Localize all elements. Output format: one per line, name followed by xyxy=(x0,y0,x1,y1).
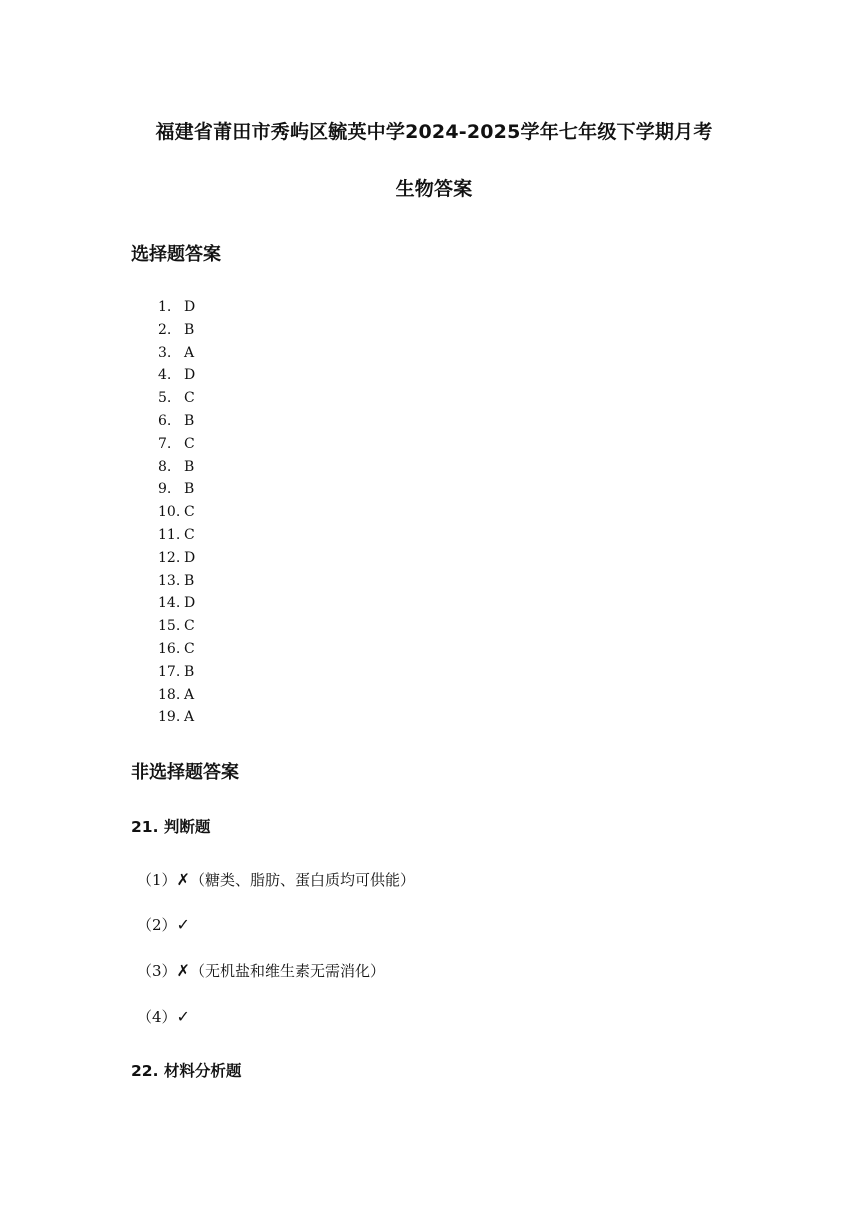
judge-item-label: （4） xyxy=(137,1008,177,1026)
answer-number: 1. xyxy=(158,299,172,315)
check-mark-icon: ✓ xyxy=(176,1007,190,1026)
answer-list-item xyxy=(158,615,195,638)
answer-choice: C xyxy=(184,435,195,452)
judge-item-label: （1） xyxy=(137,871,177,889)
judge-item xyxy=(137,960,385,981)
answer-list-item xyxy=(158,547,195,570)
answer-list-item xyxy=(158,570,195,593)
answer-list-item xyxy=(158,661,195,684)
answer-list-item xyxy=(158,524,195,547)
check-mark-icon: ✓ xyxy=(176,915,190,934)
answer-choice: D xyxy=(184,367,196,384)
answer-number: 9. xyxy=(158,481,172,498)
answer-number: 12. xyxy=(158,549,181,566)
answer-list-item xyxy=(158,410,195,433)
document-title-line2: 生物答案 xyxy=(395,178,473,200)
answer-choice: B xyxy=(184,458,195,475)
answer-number: 8. xyxy=(158,458,172,475)
answer-list-item xyxy=(158,433,195,456)
answer-choice: C xyxy=(184,640,195,657)
judge-item xyxy=(137,869,415,890)
answer-list-item xyxy=(158,478,195,501)
judge-item-label: （2） xyxy=(137,916,177,934)
answer-choice: C xyxy=(184,526,195,543)
judge-item-note: （无机盐和维生素无需消化） xyxy=(189,962,385,980)
answer-choice: C xyxy=(184,618,195,635)
answer-number: 4. xyxy=(158,367,172,384)
answer-list-item xyxy=(158,296,195,319)
judge-item-note: （糖类、脂肪、蛋白质均可供能） xyxy=(189,871,415,889)
judge-item-label: （3） xyxy=(137,962,177,980)
answer-number: 10. xyxy=(158,504,181,521)
cross-mark-icon: ✗ xyxy=(176,870,190,889)
answer-number: 5. xyxy=(158,390,172,407)
multiple-choice-heading: 选择题答案 xyxy=(131,244,221,265)
multiple-choice-answer-list xyxy=(158,296,195,729)
answer-choice: A xyxy=(184,686,195,703)
answer-choice: B xyxy=(184,412,195,429)
answer-number: 17. xyxy=(158,663,181,680)
document-title-line1: 福建省莆田市秀屿区毓英中学2024-2025学年七年级下学期月考 xyxy=(155,121,713,143)
cross-mark-icon: ✗ xyxy=(176,961,190,980)
answer-choice: B xyxy=(184,663,195,680)
answer-list-item xyxy=(158,342,195,365)
answer-choice: C xyxy=(184,504,195,521)
answer-list-item xyxy=(158,319,195,342)
judge-item xyxy=(137,914,190,935)
answer-list-item xyxy=(158,387,195,410)
answer-choice: B xyxy=(184,321,195,338)
answer-choice: D xyxy=(184,549,196,566)
answer-number: 19. xyxy=(158,709,181,726)
answer-choice: B xyxy=(184,572,195,589)
answer-choice: C xyxy=(184,390,195,407)
answer-number: 11. xyxy=(158,526,181,543)
answer-list-item xyxy=(158,364,195,387)
answer-number: 7. xyxy=(158,435,172,452)
answer-number: 15. xyxy=(158,618,181,635)
answer-number: 13. xyxy=(158,572,181,589)
judge-item xyxy=(137,1006,190,1027)
answer-list-item xyxy=(158,684,195,707)
answer-number: 16. xyxy=(158,640,181,657)
non-choice-heading: 非选择题答案 xyxy=(131,762,239,783)
question-21-title: 21. 判断题 xyxy=(131,818,211,836)
answer-choice: B xyxy=(184,481,195,498)
answer-number: 2. xyxy=(158,321,172,338)
answer-choice: A xyxy=(184,344,195,361)
answer-list-item xyxy=(158,592,195,615)
answer-number: 3. xyxy=(158,344,172,361)
answer-list-item xyxy=(158,501,195,524)
answer-list-item xyxy=(158,706,195,729)
question-22-title: 22. 材料分析题 xyxy=(131,1062,242,1080)
answer-number: 18. xyxy=(158,686,181,703)
answer-list-item xyxy=(158,456,195,479)
answer-number: 14. xyxy=(158,595,181,612)
answer-choice: D xyxy=(184,299,196,315)
answer-number: 6. xyxy=(158,412,172,429)
answer-choice: D xyxy=(184,595,196,612)
answer-choice: A xyxy=(184,709,195,726)
answer-list-item xyxy=(158,638,195,661)
